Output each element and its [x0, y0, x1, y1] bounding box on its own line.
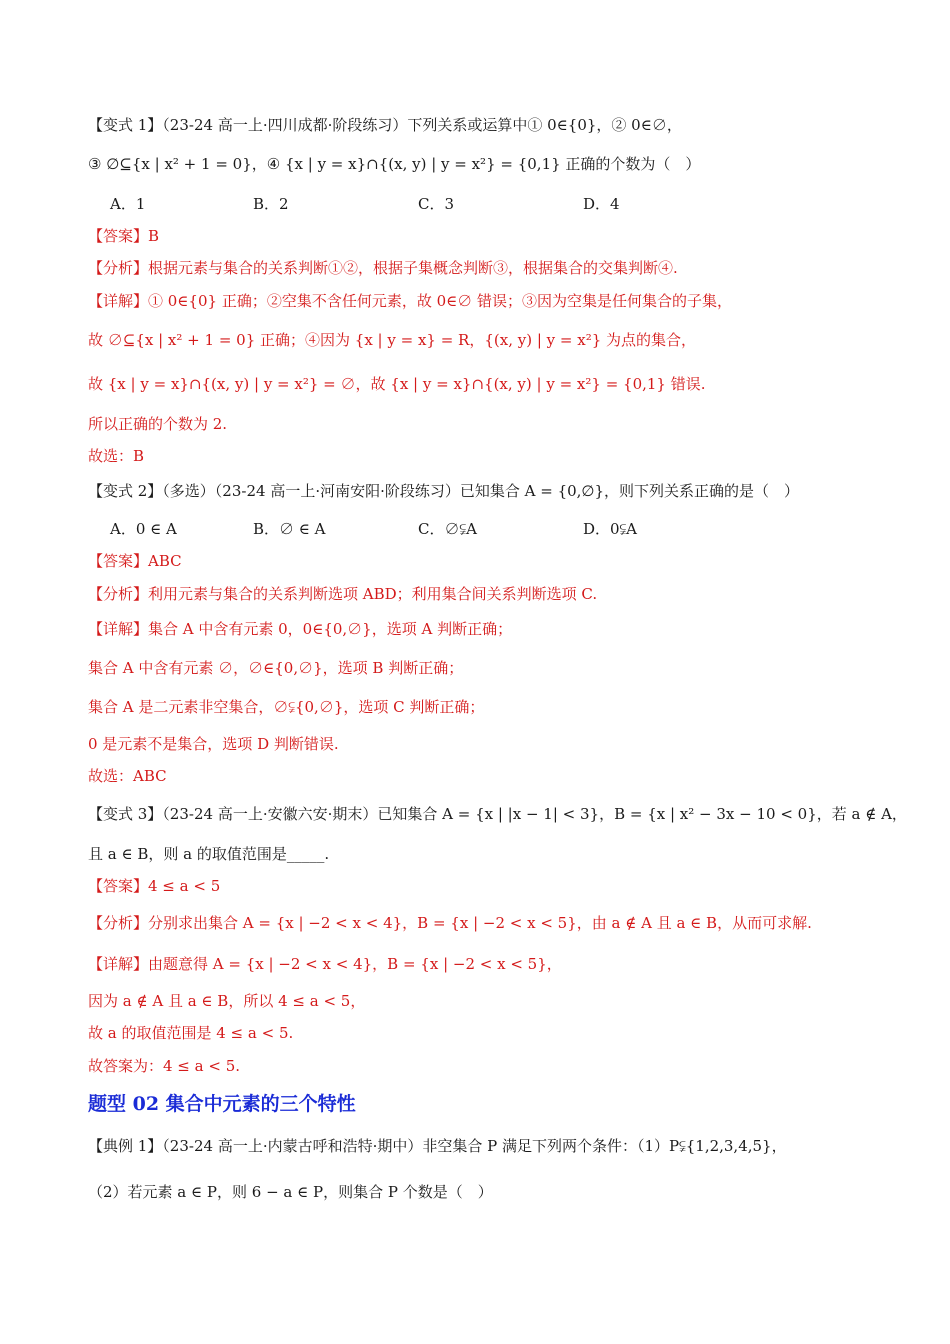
e1-question-line2: （2）若元素 a ∈ P，则 6 − a ∈ P，则集合 P 个数是（ ） — [88, 1183, 493, 1201]
v1-analysis: 【分析】根据元素与集合的关系判断①②，根据子集概念判断③，根据集合的交集判断④. — [88, 259, 678, 277]
v1-answer: 【答案】B — [88, 227, 160, 245]
v3-detail-line4: 故答案为：4 ≤ a < 5. — [88, 1057, 241, 1075]
v1-question-line2: ③ ∅⊆{x | x² + 1 = 0}，④ {x | y = x}∩{(x, y) | y = x²} = {0,1} 正确的个数为（ ） — [88, 155, 701, 173]
v3-answer: 【答案】4 ≤ a < 5 — [88, 877, 221, 895]
v3-detail-line1: 【详解】由题意得 A = {x | −2 < x < 4}，B = {x | −2 < x < 5}， — [88, 955, 562, 973]
v2-question-line1: 【变式 2】（多选）（23-24 高一上·河南安阳·阶段练习）已知集合 A = {0,∅}，则下列关系正确的是（ ） — [88, 482, 800, 500]
v3-detail-line3: 故 a 的取值范围是 4 ≤ a < 5. — [88, 1024, 294, 1042]
v2-analysis: 【分析】利用元素与集合的关系判断选项 ABD；利用集合间关系判断选项 C. — [88, 585, 598, 603]
v1-question-line1: 【变式 1】（23-24 高一上·四川成都·阶段练习）下列关系或运算中① 0∈{0}，② 0∈∅， — [88, 116, 682, 134]
v2-answer: 【答案】ABC — [88, 552, 182, 570]
v2-option-a: A．0 ∈ A — [110, 520, 177, 538]
v2-detail-line3: 集合 A 是二元素非空集合，∅⫋{0,∅}，选项 C 判断正确； — [88, 698, 485, 716]
v2-choose: 故选：ABC — [88, 767, 167, 785]
v2-option-b: B．∅ ∈ A — [253, 520, 326, 538]
v1-detail-line4: 所以正确的个数为 2. — [88, 415, 228, 433]
v3-question-line1: 【变式 3】（23-24 高一上·安徽六安·期末）已知集合 A = {x | |x − 1| < 3}，B = {x | x² − 3x − 10 < 0}，若 a ∉ A， — [88, 805, 907, 823]
section-heading: 题型 02 集合中元素的三个特性 — [88, 1093, 356, 1115]
v1-choose: 故选：B — [88, 447, 145, 465]
v3-analysis: 【分析】分别求出集合 A = {x | −2 < x < 4}，B = {x | −2 < x < 5}，由 a ∉ A 且 a ∈ B，从而可求解. — [88, 914, 812, 932]
v2-detail-line2: 集合 A 中含有元素 ∅，∅∈{0,∅}，选项 B 判断正确； — [88, 659, 464, 677]
v1-option-d: D．4 — [583, 195, 620, 213]
v1-option-b: B．2 — [253, 195, 289, 213]
v1-option-c: C．3 — [418, 195, 455, 213]
v1-detail-line2: 故 ∅⊆{x | x² + 1 = 0} 正确；④因为 {x | y = x} = R，{(x, y) | y = x²} 为点的集合， — [88, 331, 697, 349]
v1-detail-line1: 【详解】① 0∈{0} 正确；②空集不含任何元素，故 0∈∅ 错误；③因为空集是任何集合的子集， — [88, 292, 733, 310]
v3-detail-line2: 因为 a ∉ A 且 a ∈ B，所以 4 ≤ a < 5， — [88, 992, 366, 1010]
v1-detail-line3: 故 {x | y = x}∩{(x, y) | y = x²} = ∅，故 {x | y = x}∩{(x, y) | y = x²} = {0,1} 错误. — [88, 375, 706, 393]
v3-question-line2: 且 a ∈ B，则 a 的取值范围是_____. — [88, 845, 330, 863]
v1-option-a: A．1 — [110, 195, 146, 213]
v2-option-c: C．∅⫋A — [418, 520, 477, 538]
v2-detail-line1: 【详解】集合 A 中含有元素 0，0∈{0,∅}，选项 A 判断正确； — [88, 620, 513, 638]
v2-detail-line4: 0 是元素不是集合，选项 D 判断错误. — [88, 735, 339, 753]
e1-question-line1: 【典例 1】（23-24 高一上·内蒙古呼和浩特·期中）非空集合 P 满足下列两个条件：（1）P⫋{1,2,3,4,5}， — [88, 1137, 787, 1155]
v2-option-d: D．0⫋A — [583, 520, 638, 538]
